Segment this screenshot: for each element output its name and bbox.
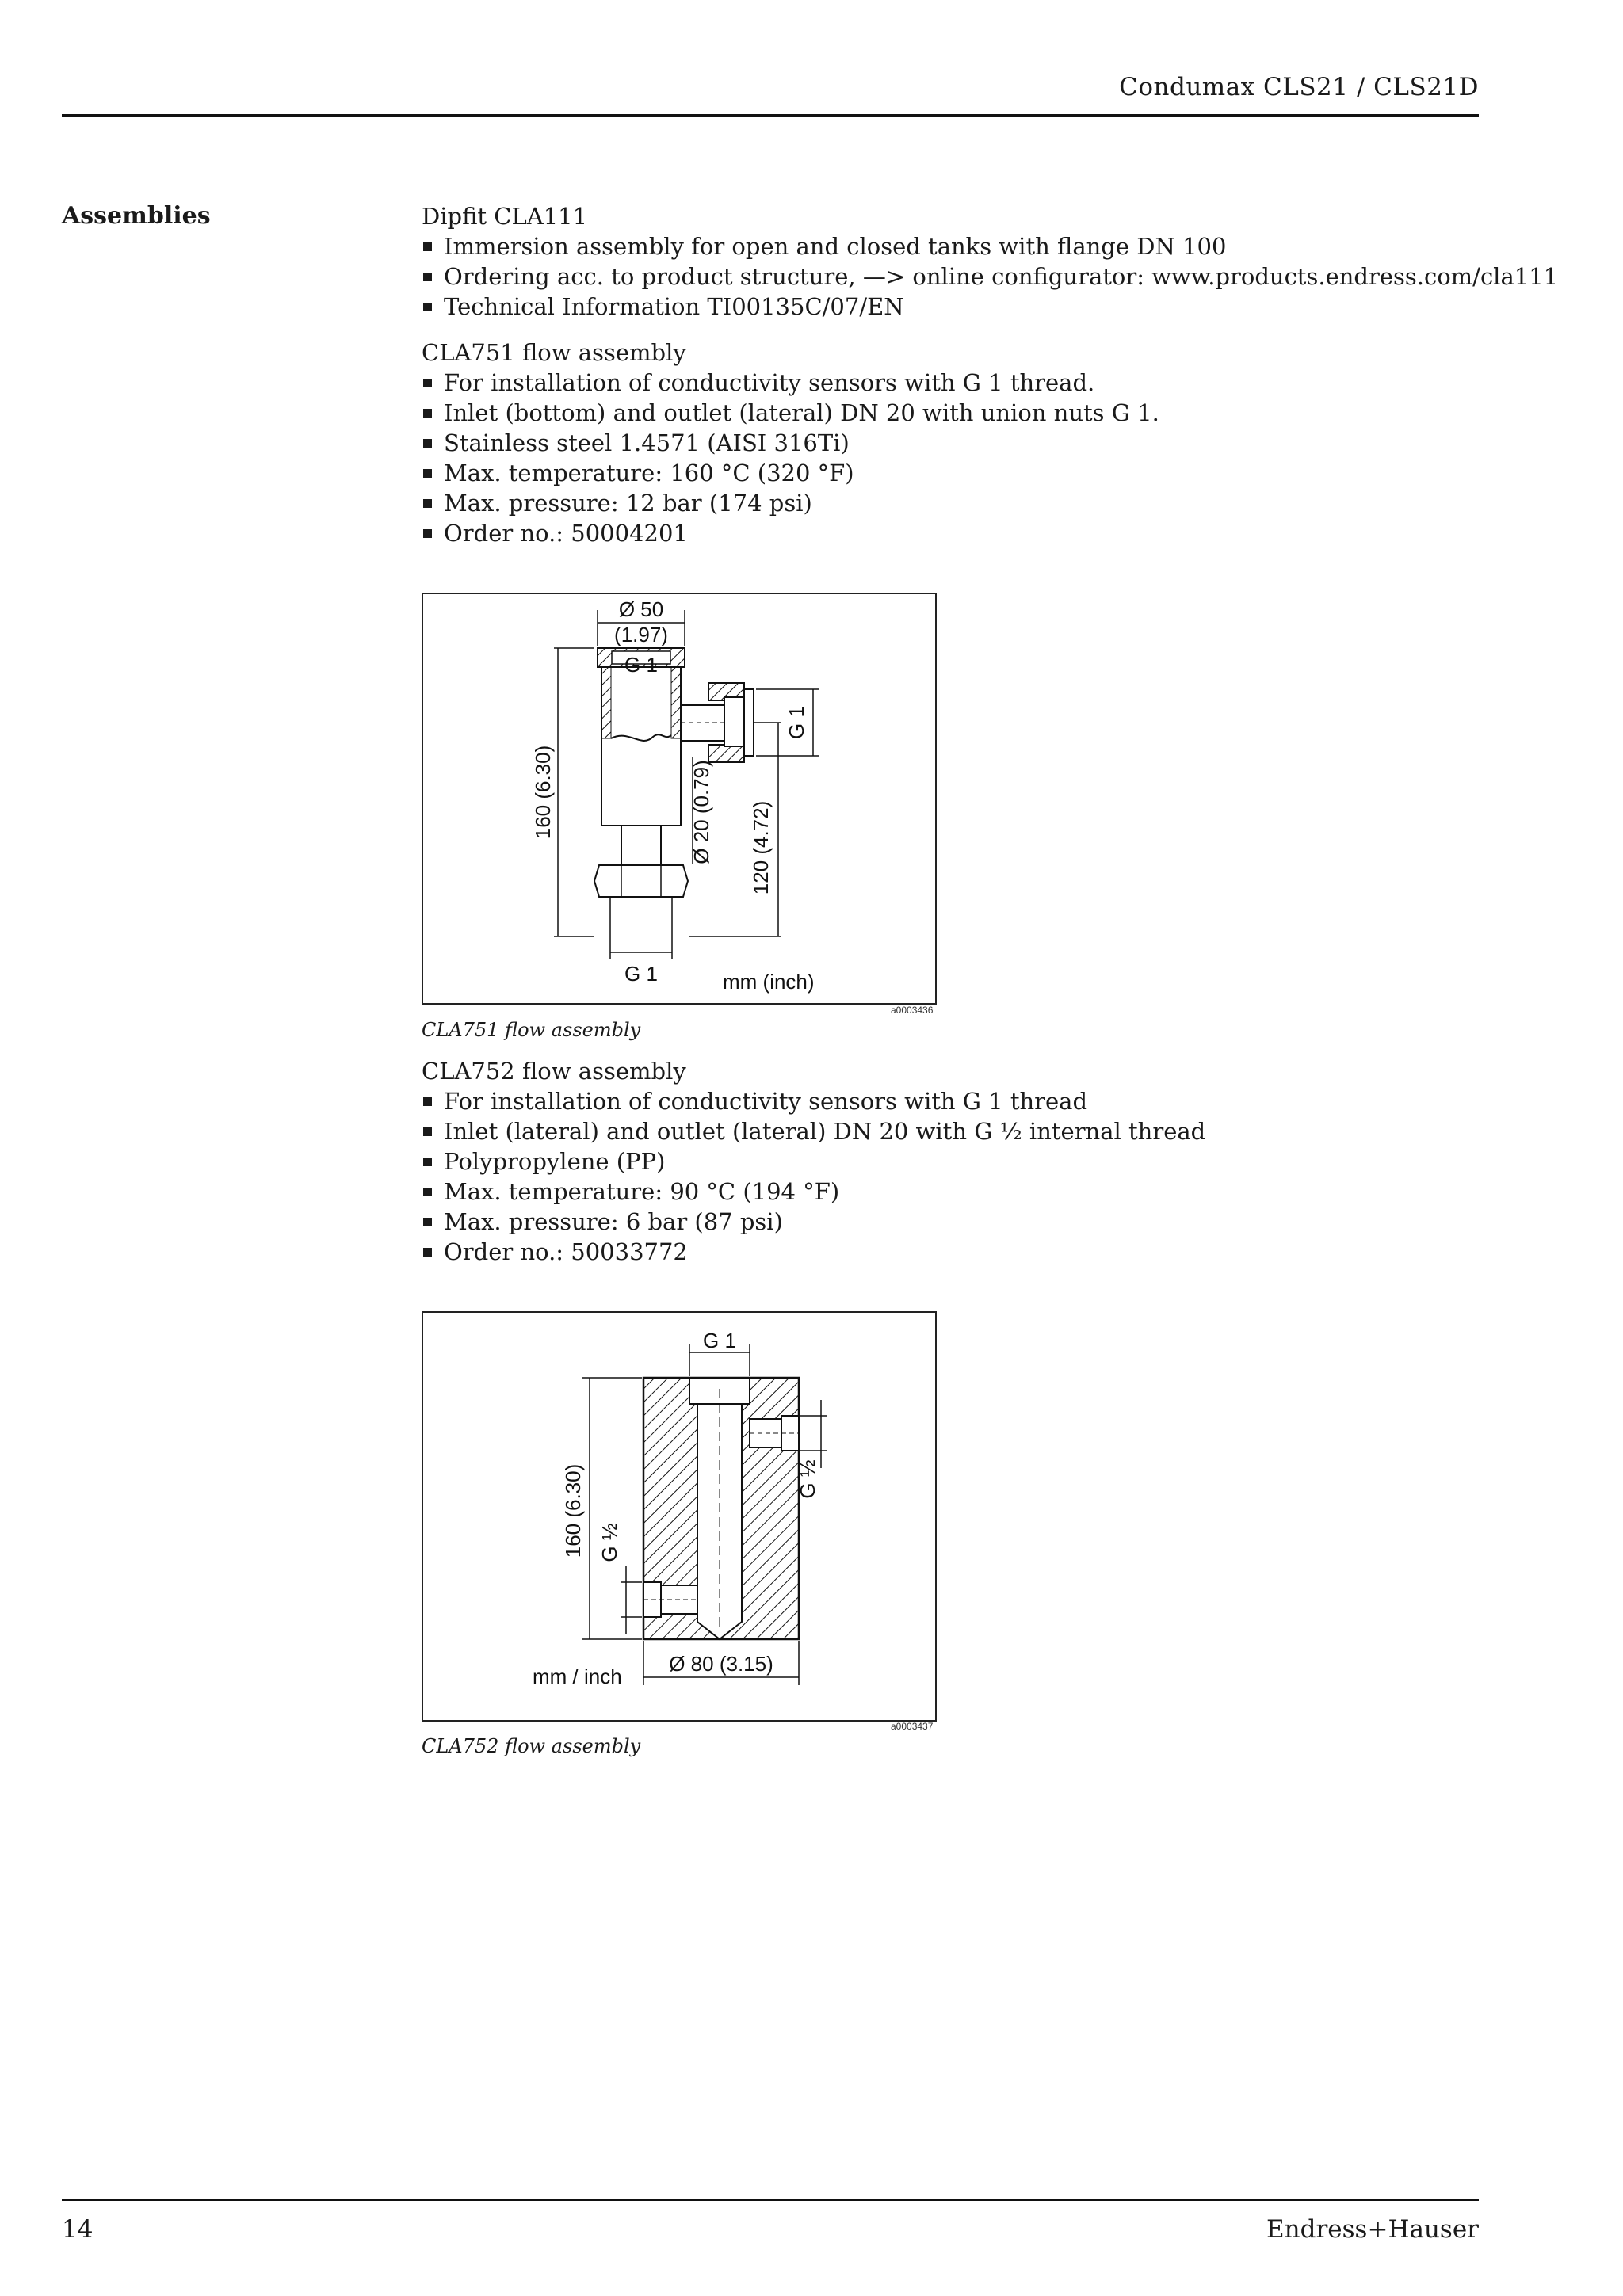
list-item: For installation of conductivity sensors with G 1 thread. [422, 368, 1476, 398]
cla752-block [422, 1056, 1476, 1267]
dipfit-list [422, 231, 1559, 322]
dim-inner-diameter: Ø 20 (0.79) [689, 760, 713, 864]
thread-left-label: G ½ [598, 1523, 621, 1562]
bullet-icon [423, 1188, 432, 1196]
bullet-icon [423, 1097, 432, 1106]
bullet-icon [423, 1127, 432, 1136]
list-item: Polypropylene (PP) [422, 1146, 1476, 1177]
list-item: Ordering acc. to product structure, —> online configurator: www.products.endress.com/cla111 [422, 261, 1476, 292]
cla751-title: CLA751 flow assembly [422, 339, 686, 366]
dipfit-block [422, 201, 1559, 322]
thread-top-label: G 1 [624, 653, 658, 677]
list-item: Technical Information TI00135C/07/EN [422, 292, 1476, 322]
list-item: Inlet (bottom) and outlet (lateral) DN 20 with union nuts G 1. [422, 398, 1476, 428]
footer-rule [62, 2199, 1479, 2201]
cla751-caption: CLA751 flow assembly [422, 1019, 641, 1041]
bullet-icon [423, 1158, 432, 1166]
bullet-icon [423, 1248, 432, 1257]
cla751-block [422, 338, 1476, 548]
dim-height: 160 (6.30) [531, 745, 555, 840]
bullet-icon [423, 469, 432, 478]
header-rule [62, 114, 1479, 117]
cla751-drawing [423, 594, 935, 1003]
cla751-list [422, 368, 1476, 548]
list-item: Immersion assembly for open and closed tanks with flange DN 100 [422, 231, 1476, 261]
figure-id: a0003436 [891, 1005, 934, 1016]
list-item: For installation of conductivity sensors with G 1 thread [422, 1086, 1476, 1116]
dim-width: Ø 80 (3.15) [669, 1652, 773, 1676]
bullet-icon [423, 499, 432, 508]
cla752-drawing [423, 1313, 935, 1720]
thread-top-label: G 1 [703, 1329, 736, 1352]
figure-id: a0003437 [891, 1721, 934, 1732]
cla752-figure [422, 1311, 937, 1722]
page-number: 14 [62, 2215, 94, 2244]
dim-diameter-top-inch: (1.97) [614, 623, 668, 646]
bullet-icon [423, 303, 432, 311]
units-label: mm (inch) [723, 970, 815, 994]
cla752-title: CLA752 flow assembly [422, 1058, 686, 1085]
bullet-icon [423, 409, 432, 418]
cla751-figure [422, 593, 937, 1005]
bullet-icon [423, 439, 432, 448]
list-item: Max. temperature: 160 °C (320 °F) [422, 458, 1476, 488]
header-title: Condumax CLS21 / CLS21D [1119, 73, 1479, 101]
dim-side-height: 120 (4.72) [749, 800, 773, 895]
thread-right-label: G ½ [796, 1459, 819, 1499]
list-item: Order no.: 50033772 [422, 1237, 1476, 1267]
list-item: Max. pressure: 12 bar (174 psi) [422, 488, 1476, 518]
bullet-icon [423, 379, 432, 387]
dim-diameter-top: Ø 50 [618, 597, 664, 621]
list-item: Max. pressure: 6 bar (87 psi) [422, 1207, 1476, 1237]
bullet-icon [423, 1218, 432, 1226]
units-label: mm / inch [533, 1665, 622, 1688]
bullet-icon [423, 529, 432, 538]
bullet-icon [423, 273, 432, 281]
dipfit-title: Dipfit CLA111 [422, 203, 588, 230]
list-item: Stainless steel 1.4571 (AISI 316Ti) [422, 428, 1476, 458]
cla752-caption: CLA752 flow assembly [422, 1735, 641, 1757]
cla752-list [422, 1086, 1476, 1267]
bullet-icon [423, 242, 432, 251]
thread-bottom-label: G 1 [624, 962, 658, 986]
thread-side-label: G 1 [785, 706, 808, 739]
dim-height: 160 (6.30) [561, 1463, 585, 1558]
section-label: Assemblies [62, 202, 211, 230]
list-item: Max. temperature: 90 °C (194 °F) [422, 1177, 1476, 1207]
list-item: Order no.: 50004201 [422, 518, 1476, 548]
footer-brand: Endress+Hauser [1266, 2215, 1479, 2244]
list-item: Inlet (lateral) and outlet (lateral) DN 20 with G ½ internal thread [422, 1116, 1476, 1146]
